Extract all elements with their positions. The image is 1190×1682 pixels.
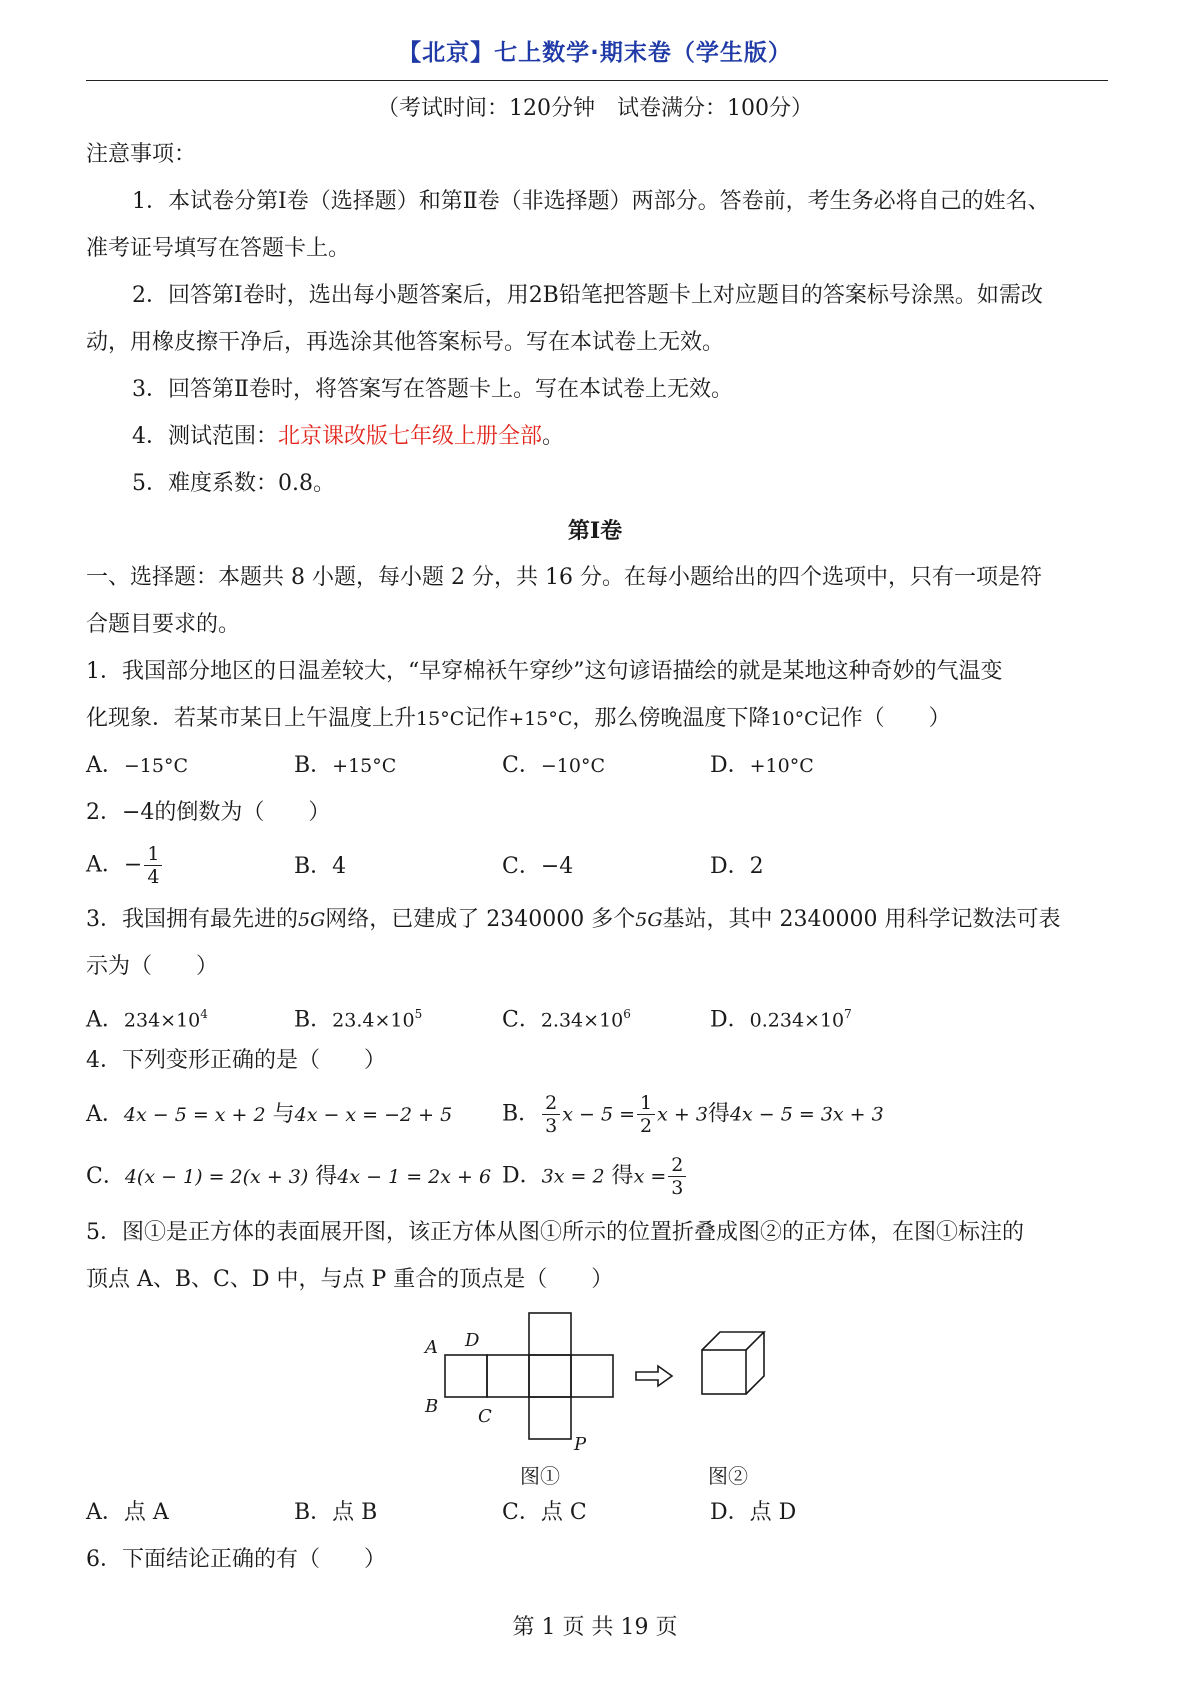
q1-option-b-label: B． [294,753,333,778]
q5-option-a[interactable]: A．点 A [86,1500,169,1525]
q3-option-a-label: A． [86,1007,124,1033]
q2-option-a-fraction [144,843,162,888]
net-face-bottom [529,1397,571,1439]
vertex-label-a: A [425,1337,438,1358]
q4-b-term-2: x + 3 [657,1103,708,1126]
net-face-4 [571,1355,613,1397]
q3-option-c-label: C． [502,1007,541,1033]
q4-option-b-label: B． [502,1101,541,1127]
q3-option-d[interactable] [710,999,852,1035]
note-2a: 2．回答第Ⅰ卷时，选出每小题答案后，用2B铅笔把答题卡上对应题目的答案标号涂黑。如需改 [132,283,1043,308]
q1-text-2: 记作 [464,706,509,731]
cube-net-diagram [420,1310,790,1460]
q1-option-c[interactable] [502,751,605,781]
q3-option-a-exp: 4 [200,1007,208,1021]
q3-option-d-label: D． [710,1007,750,1033]
q2-option-a-label: A． [86,852,124,878]
q1-temp-plus: +15°C [508,708,573,730]
page-title: 【北京】七上数学·期末卷（学生版） [398,40,792,66]
test-range: 北京课改版七年级上册全部 [278,424,543,449]
q3-text-2: 网络，已建成了 2340000 多个 [325,907,636,932]
q1-stem-a: 1．我国部分地区的日温差较大，“早穿棉袄午穿纱”这句谚语描绘的就是某地这种奇妙的气温变 [86,659,1003,684]
q5-option-b[interactable]: B．点 B [294,1500,378,1525]
q1-option-a-value: −15°C [123,755,189,777]
q3-option-b-label: B． [294,1007,333,1033]
q4-option-d[interactable] [502,1154,688,1199]
q3-option-b[interactable] [294,999,422,1035]
figure-2-caption: 图② [708,1464,748,1488]
q3-stem-b: 示为（ ） [86,954,219,979]
note-1b: 准考证号填写在答题卡上。 [86,236,351,261]
header-divider [86,80,1108,81]
note-1a: 1．本试卷分第Ⅰ卷（选择题）和第Ⅱ卷（非选择题）两部分。答卷前，考生务必将自己的姓名、 [132,189,1050,214]
q4-option-d-mid: 得 [611,1163,634,1189]
q1-option-c-label: C． [502,753,541,778]
q3-option-d-base: 0.234×10 [749,1009,845,1032]
q1-stem-b [86,704,951,734]
q1-option-d-label: D． [710,753,750,778]
note-5: 5．难度系数：0.8。 [132,471,335,496]
notes-heading: 注意事项： [86,142,197,167]
q2-option-a-sign: − [123,852,143,878]
q4-b-frac-2-den: 2 [640,1115,653,1137]
page-number: 第 1 页 共 19 页 [512,1615,678,1640]
q3-option-c-exp: 6 [623,1007,631,1021]
note-3: 3．回答第Ⅱ卷时，将答案写在答题卡上。写在本试卷上无效。 [132,377,733,402]
q3-option-a[interactable] [86,999,208,1035]
q1-text-4: 记作（ ） [818,706,951,731]
net-face-1 [445,1355,487,1397]
q2-frac-num: 1 [144,843,162,866]
q3-option-c-base: 2.34×10 [540,1009,624,1032]
q5-stem-a: 5．图①是正方体的表面展开图，该正方体从图①所示的位置折叠成图②的正方体，在图①标注的 [86,1220,1025,1245]
q4-b-frac-1-num: 2 [542,1092,560,1115]
note-4 [132,422,564,452]
q6-stem: 6．下面结论正确的有（ ） [86,1547,386,1572]
section-intro-a: 一、选择题：本题共 8 小题，每小题 2 分，共 16 分。在每小题给出的四个选项中，只有一项是符 [86,565,1042,590]
exam-info: （考试时间：120分钟 试卷满分：100分） [377,96,813,121]
vertex-label-d: D [465,1330,480,1351]
q4-option-b[interactable] [502,1092,884,1137]
q1-option-d-value: +10°C [749,755,814,777]
section-title: 第Ⅰ卷 [567,518,623,544]
q4-d-frac-den: 3 [671,1177,684,1199]
q1-temp-drop: 10°C [770,708,819,730]
q4-option-d-left: 3x = 2 [541,1165,605,1188]
q2-option-b[interactable]: B．4 [294,854,347,879]
q1-option-b-value: +15°C [332,755,397,777]
q4-b-frac-2-num: 1 [637,1092,655,1115]
q3-option-b-base: 23.4×10 [332,1009,415,1032]
q4-option-b-mid: 得 [707,1101,730,1127]
net-face-top [529,1313,571,1355]
q1-temp-rise: 15°C [416,708,465,730]
fold-arrow-icon [636,1366,672,1386]
q3-text-3: 基站，其中 2340000 用科学记数法可表 [662,907,1061,932]
q4-option-b-right: 4x − 5 = 3x + 3 [729,1103,884,1126]
cube-back-edges [702,1332,764,1394]
note-4-suffix: 。 [542,424,565,449]
q4-option-a-label: A． [86,1102,124,1127]
cube-front [702,1350,746,1394]
net-face-2 [487,1355,529,1397]
q1-option-b[interactable] [294,751,396,781]
q4-b-frac-2 [637,1092,655,1137]
q4-option-c-mid: 得 [315,1164,338,1189]
q4-option-c-right: 4x − 1 = 2x + 6 [337,1166,492,1188]
q5-stem-b: 顶点 A、B、C、D 中，与点 P 重合的顶点是（ ） [86,1267,614,1292]
note-2b: 动，用橡皮擦干净后，再选涂其他答案标号。写在本试卷上无效。 [86,330,725,355]
q4-option-a-left: 4x − 5 = x + 2 [123,1104,266,1126]
q1-option-c-value: −10°C [540,755,605,777]
q4-b-frac-1 [542,1092,560,1137]
vertex-label-b: B [425,1396,439,1417]
q3-option-a-base: 234×10 [123,1009,201,1032]
q4-b-term-1: x − 5 = [562,1103,636,1126]
q4-option-a-right: 4x − x = −2 + 5 [294,1104,453,1126]
vertex-label-p: P [574,1434,587,1455]
q4-option-a-mid: 与 [272,1102,295,1127]
q3-5g-2: 5G [635,909,663,931]
q4-option-c-left: 4(x − 1) = 2(x + 3) [124,1166,309,1188]
q1-text-1: 化现象．若某市某日上午温度上升 [86,706,417,731]
q1-option-a-label: A． [86,753,124,778]
q3-option-c[interactable] [502,999,631,1035]
q3-stem-a [86,905,1061,935]
q4-option-a[interactable] [86,1100,452,1130]
q3-text-1: 3．我国拥有最先进的 [86,907,298,932]
q2-stem: 2．−4的倒数为（ ） [86,800,331,825]
q3-5g-1: 5G [298,909,326,931]
q3-option-d-exp: 7 [844,1007,852,1021]
q1-option-d[interactable] [710,751,814,781]
q4-option-c[interactable] [86,1162,491,1192]
note-4-prefix: 4．测试范围： [132,424,278,449]
net-face-3 [529,1355,571,1397]
q2-option-c[interactable]: C．−4 [502,854,574,879]
cube-net-figure [420,1310,790,1490]
q4-option-d-label: D． [502,1163,542,1189]
q4-d-frac-num: 2 [668,1154,686,1177]
section-intro-b: 合题目要求的。 [86,612,241,637]
figure-1-caption: 图① [520,1464,560,1488]
q5-option-c[interactable]: C．点 C [502,1500,587,1525]
q2-option-a[interactable] [86,843,164,888]
q4-option-c-label: C． [86,1164,125,1189]
q2-option-d[interactable]: D．2 [710,854,764,879]
q4-option-d-eq: x = [633,1165,667,1188]
vertex-label-c: C [478,1406,492,1427]
q1-option-a[interactable] [86,751,188,781]
q1-text-3: ，那么傍晚温度下降 [572,706,771,731]
q4-b-frac-1-den: 3 [545,1115,558,1137]
q4-stem: 4．下列变形正确的是（ ） [86,1048,386,1073]
q2-frac-den: 4 [147,866,160,888]
q3-option-b-exp: 5 [414,1007,423,1021]
q4-d-frac [668,1154,686,1199]
q5-option-d[interactable]: D．点 D [710,1500,797,1525]
